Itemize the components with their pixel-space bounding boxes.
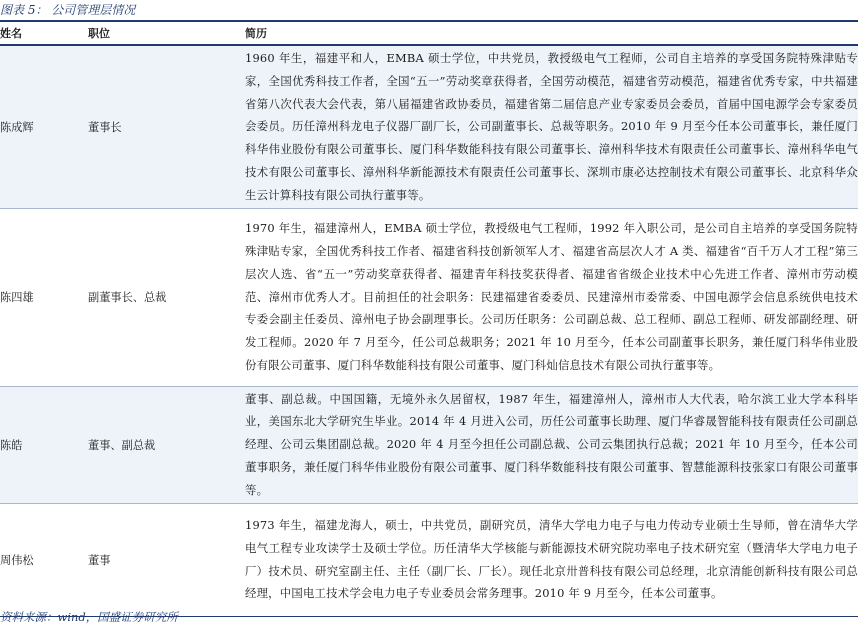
cell-name: 陈四雄 [0, 208, 88, 386]
cell-name: 周伟松 [0, 503, 88, 616]
cell-position: 副董事长、总裁 [88, 208, 245, 386]
cell-position: 董事、副总裁 [88, 386, 245, 503]
header-name: 姓名 [0, 22, 88, 45]
table-caption: 图表 5： 公司管理层情况 [0, 3, 136, 17]
table-row [0, 503, 858, 616]
cell-name: 陈成辉 [0, 45, 88, 208]
cell-name: 陈皓 [0, 386, 88, 503]
management-table [0, 22, 858, 617]
header-bio: 简历 [245, 22, 858, 45]
table-row [0, 208, 858, 386]
cell-bio: 董事、副总裁。中国国籍，无境外永久居留权，1987 年生，福建漳州人，漳州市人大代表，哈尔滨工业大学本科毕业，美国东北大学研究生毕业。2014 年 4 月进入公司，历任公司董事长助理、厦门华睿晟智能科技有限责任公司副总经理、公司云集团副总裁。2020 年 4 月至今担任公司副总裁、公司云集团执行总裁；2021 年 10 月至今，任本公司董事职务，兼任厦门科华伟业股份有限公司董事、厦门科华数能科技有限公司董事、智慧能源科技张家口有限公司董事等。 [245, 386, 858, 503]
cell-position: 董事 [88, 503, 245, 616]
cell-bio: 1973 年生，福建龙海人，硕士，中共党员，副研究员，清华大学电力电子与电力传动专业硕士生导师，曾在清华大学电气工程专业攻读学士及硕士学位。历任清华大学核能与新能源技术研究院功率电子技术研究室（暨清华大学电力电子厂）技术员、研究室副主任、主任（副厂长、厂长）。现任北京卅普科技有限公司总经理，北京清能创新科技有限公司总经理，中国电工技术学会电力电子专业委员会常务理事。2010 年 9 月至今，任本公司董事。 [245, 503, 858, 616]
source-note: 资料来源：wind，国盛证券研究所 [0, 610, 178, 624]
table-row [0, 386, 858, 503]
cell-bio: 1960 年生，福建平和人，EMBA 硕士学位，中共党员，教授级电气工程师，公司自主培养的享受国务院特殊津贴专家，全国优秀科技工作者，全国“五一”劳动奖章获得者，全国劳动模范，福建省劳动模范，福建省优秀专家，中共福建省第八次代表大会代表，第八届福建省政协委员，福建省第二届信息产业专家委员会委员，首届中国电源学会专家委员会委员。历任漳州科龙电子仪器厂副厂长，公司副董事长、总裁等职务。2010 年 9 月至今任本公司董事长，兼任厦门科华伟业股份有限公司董事长、厦门科华数能科技有限公司董事长、漳州科华技术有限责任公司董事长、漳州科华电气技术有限公司董事长、漳州科华新能源技术有限责任公司董事长、深圳市康必达控制技术有限公司董事长、北京科华众生云计算科技有限公司执行董事等。 [245, 45, 858, 208]
table-header-row [0, 22, 858, 45]
table-row [0, 45, 858, 208]
cell-bio: 1970 年生，福建漳州人，EMBA 硕士学位，教授级电气工程师，1992 年入职公司，是公司自主培养的享受国务院特殊津贴专家，全国优秀科技工作者、福建省科技创新领军人才、福建省高层次人才 A 类、福建省“百千万人才工程”第三层次人选、省“五一”劳动奖章获得者、福建青年科技奖获得者、福建省省级企业技术中心先进工作者、漳州市劳动模范、漳州市优秀人才。目前担任的社会职务：民建福建省委委员、民建漳州市委常委、中国电源学会信息系统供电技术专委会副主任委员、漳州电子协会副理事长。公司历任职务：公司副总裁、总工程师、副总工程师、研发部副经理、研发工程师。2020 年 7 月至今，任公司总裁职务；2021 年 10 月至今，任本公司副董事长职务，兼任厦门科华伟业股份有限公司董事、厦门科华数能科技有限公司董事、厦门科灿信息技术有限公司执行董事等。 [245, 208, 858, 386]
cell-position: 董事长 [88, 45, 245, 208]
header-position: 职位 [88, 22, 245, 45]
